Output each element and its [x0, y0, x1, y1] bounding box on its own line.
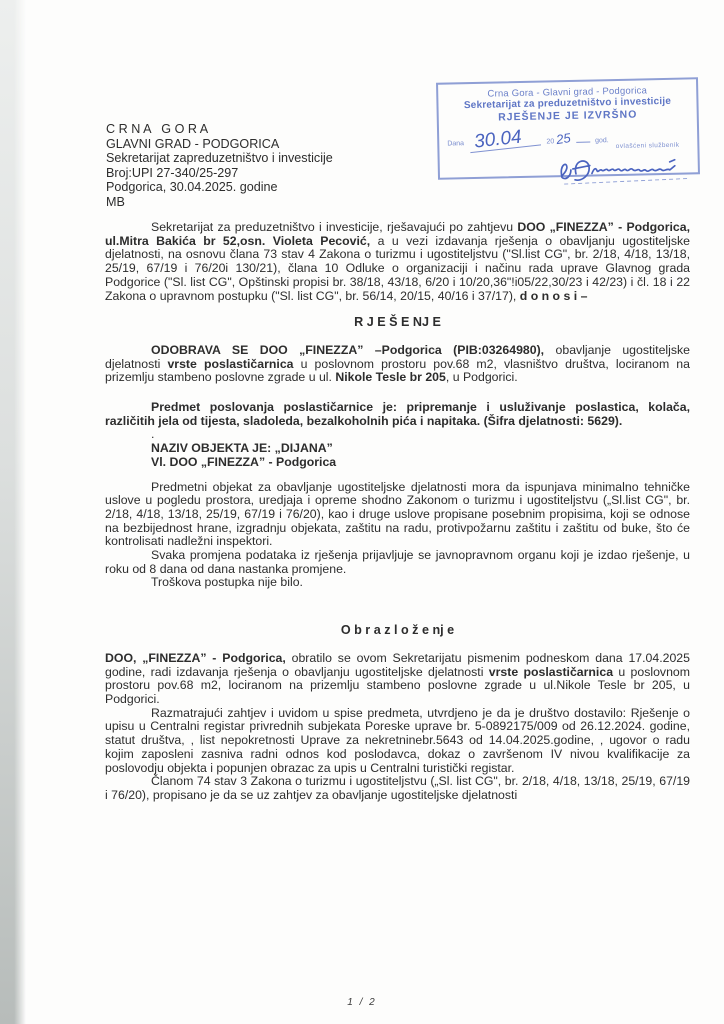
paragraph-clanom-74: Članom 74 stav 3 Zakona o turizmu i ugostiteljstvu („Sl. list CG", br. 2/18, 4/18, 13/18, 25/19, 67/19 i 76/20), propisano je da se uz zahtjev za obavljanje ugostiteljske djelatnosti: [105, 774, 690, 802]
paragraph-intro: Sekretarijat za preduzetništvo i investicije, rješavajući po zahtjevu DOO „FINEZZA” - Podgorica, ul.Mitra Bakića br 52,osn. Violeta Pecović, a u vezi izdavanja rješenja o obavljanju ugostiteljske djelatnosti, na osnovu člana 73 stav 4 Zakona o turizmu i ugostiteljstvu ("Sl.list CG", br. 2/18, 4/18, 13/18, 25/19, 67/19 i 76/20i 130/21), člana 10 Odluke o organizaciji i načinu rada uprave Glavnog grada Podgorice ("Sl. list CG", Opštinski propisi br. 38/18, 43/18, 6/20 i 10/20,36"!i05/22,30/23 i 42/23) i čl. 18 i 22 Zakona o upravnom postupku ("Sl. list CG", br. 56/14, 20/15, 40/16 i 37/17), d o n o s i –: [105, 220, 690, 303]
country-name: C R N A G O R A: [106, 122, 209, 136]
stamp-signature-row: [616, 141, 694, 150]
place-and-date: Podgorica, 30.04.2025. godine: [106, 180, 278, 195]
stamp-year-underline: [576, 133, 590, 143]
stamp-year-prefix: 20: [546, 138, 555, 146]
paragraph-razmatrajuci: Razmatrajući zahtjev i uvidom u spise predmeta, utvrdjeno je da je društvo dostavilo: Rješenje o upisu u Centralni registar privrednih subjekata Poreske uprave br. 5-0892175/009 od 26.12.2024. godine, statut društva, , list nepokretnosti Uprave za nekretninebr.5643 od 14.04.2025.godine, , ugovor o radu kojim zaposleni zasniva radni odnos kod poslodavca, dokaz o završenom IV nivou kvalifikacije za poslovodju objekta i popunjen obrazac za upis u Centralni turistički registar.: [105, 705, 690, 775]
secretariat-name: Sekretarijat zapreduzetništvo i investicije: [106, 151, 333, 166]
letterhead: [106, 122, 333, 210]
clerk-initials: MB: [106, 194, 125, 209]
dot-line: .: [151, 427, 155, 442]
stamp-handwritten-year: 25: [555, 130, 573, 148]
paragraph-troskovi: Troškova postupka nije bilo.: [151, 575, 303, 590]
city-name: GLAVNI GRAD - PODGORICA: [106, 136, 280, 151]
heading-rjesenje: R J E Š E NJ E: [354, 315, 441, 330]
page-number: 1 / 2: [347, 997, 377, 1008]
stamp-handwritten-date: 30.04: [469, 127, 541, 154]
paragraph-doo-zahtjev: DOO, „FINEZZA” - Podgorica, obratilo se ovom Sekretarijatu pismenim podneskom dana 17.04.2025 godine, radi izdavanja rješenja o obavljanju ugostiteljske djelatnosti vrste poslastičarnica u poslovnom prostoru pov.68 m2, lociranom na prizemlju stambeno poslovne zgrade u ul.Nikole Tesle br 205, u Podgorici.: [105, 650, 690, 706]
paragraph-predmet: Predmet poslovanja poslastičarnice je: pripremanje i usluživanje poslastica, kolača, različitih jela od tijesta, sladoleda, bezalkoholnih pića i napitaka. (Šifra djelatnosti: 5629).: [105, 400, 690, 428]
stamp-date-row: [447, 126, 609, 153]
executive-stamp: [436, 77, 700, 179]
document-body: [105, 221, 690, 803]
line-naziv-objekta: NAZIV OBJEKTA JE: „DIJANA”: [151, 441, 333, 456]
paragraph-predmetni-objekat: Predmetni objekat za obavljanje ugostiteljske djelatnosti mora da ispunjava minimalno tehničke uslove u pogledu prostora, uredjaja i opreme shodno Zakonom o turizmu i ugostiteljstvu („Sl.list CG", br. 2/18, 4/18, 13/18, 25/19, 67/19 i 76/20), kao i druge uslove propisane posebnim propisima, koji se odnose na bezbijednost hrane, izgradnju objekata, zaštitu na radu, protivpožarnu zaštitu i zaštitu od buke, što će kontrolisati nadležni inspektori.: [105, 479, 690, 549]
line-vlasnik: Vl. DOO „FINEZZA” - Podgorica: [151, 454, 337, 469]
paragraph-odobrava: ODOBRAVA SE DOO „FINEZZA” –Podgorica (PIB:03264980), obavljanje ugostiteljske djelatnosti vrste poslastičarnica u poslovnom prostoru pov.68 m2, vlasništvo društva, lociranom na prizemlju stambeno poslovne zgrade u ul. Nikole Tesle br 205, u Podgorici.: [105, 342, 691, 385]
stamp-authority-line: Crna Gora - Glavni grad - Podgorica: [487, 85, 648, 100]
scan-edge-shadow: [0, 0, 26, 1024]
stamp-executable-line: RJEŠENJE JE IZVRŠNO: [498, 108, 638, 124]
stamp-date-label: Dana: [447, 140, 465, 148]
case-number: Broj:UPI 27-340/25-297: [106, 165, 239, 180]
heading-obrazlozenje: O b r a z l o ž e nj e: [340, 623, 455, 638]
signature-scribble-icon: [553, 148, 700, 191]
stamp-officer-label: ovlašćeni službenik: [615, 141, 680, 151]
paragraph-svaka-promjena: Svaka promjena podataka iz rješenja prijavljuje se javnopravnom organu koji je izdao rješenje, u roku od 8 dana od dana nastanka promjene.: [105, 548, 690, 576]
stamp-secretariat-line: Sekretarijat za preduzetništvo i investicije: [463, 95, 672, 112]
stamp-year-suffix: god.: [595, 137, 609, 145]
